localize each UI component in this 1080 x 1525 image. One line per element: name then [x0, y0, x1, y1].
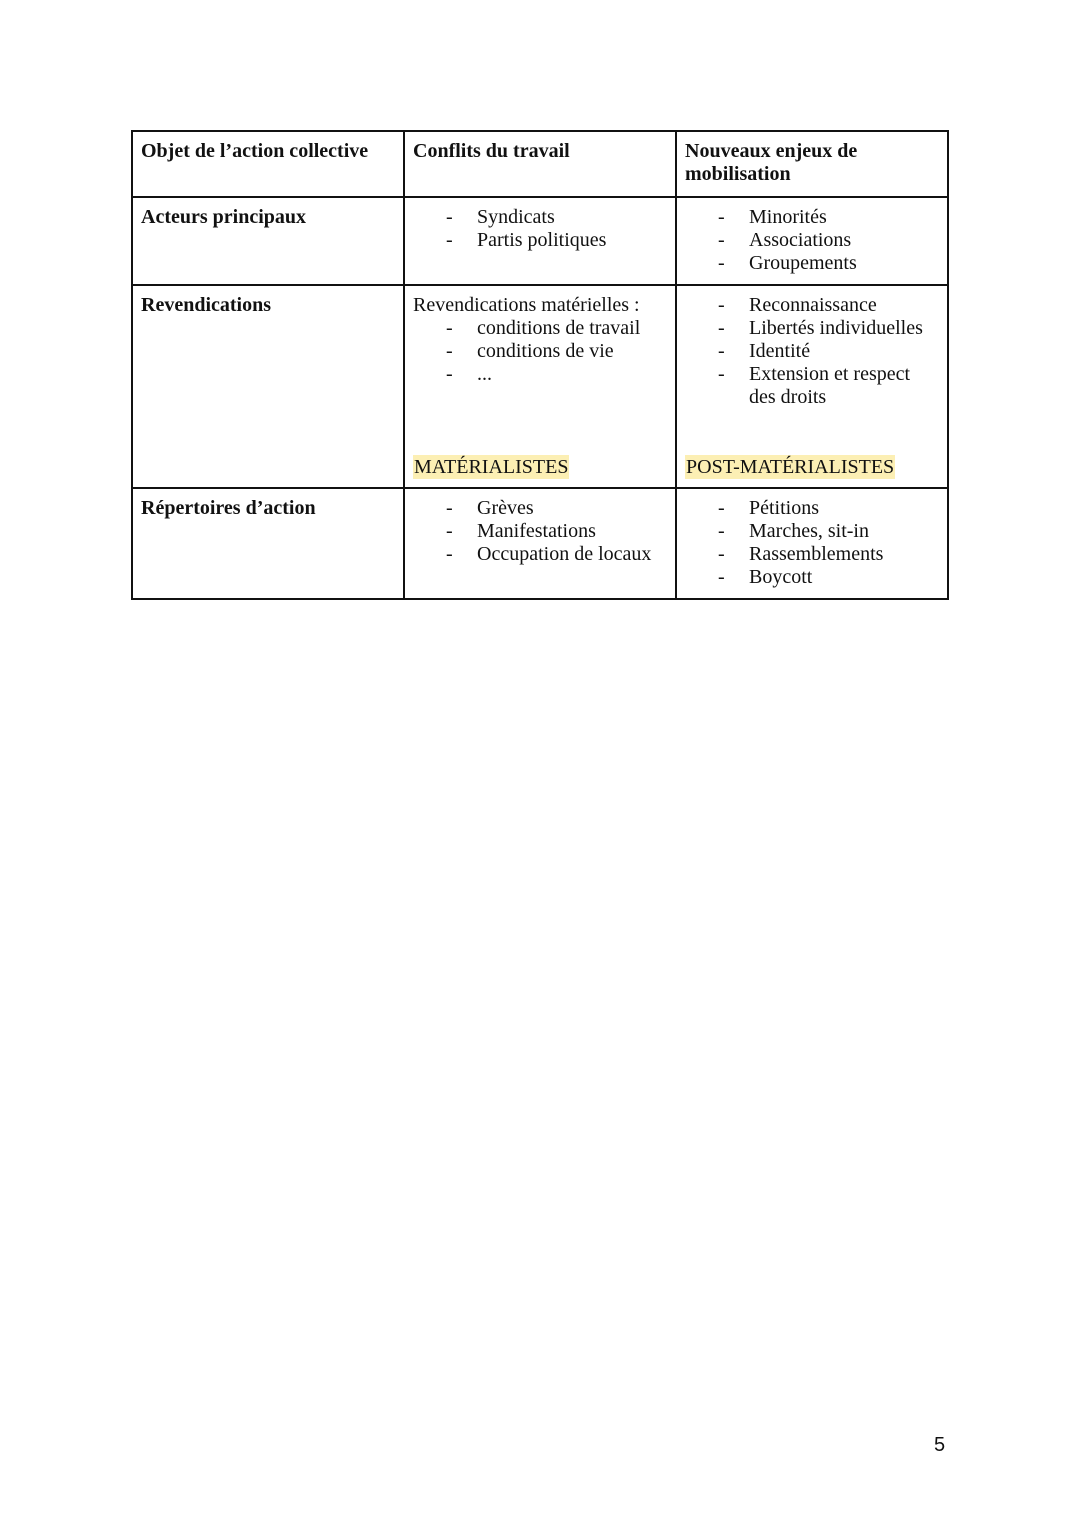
- cell-acteurs-conflits: [404, 197, 676, 285]
- list-item: - conditions de vie: [441, 340, 667, 363]
- comparison-table: [131, 130, 949, 600]
- table-row-revendications: [132, 285, 948, 488]
- list-item: - Pétitions: [713, 497, 939, 520]
- list-item: - Libertés individuelles: [713, 317, 939, 340]
- page-number: 5: [934, 1434, 946, 1456]
- list-item: - Extension et respect des droits: [713, 363, 939, 409]
- cell-repertoires-nouveaux: [676, 488, 948, 599]
- list-revendications-conflits: [413, 317, 667, 386]
- table-header-row: [132, 131, 948, 197]
- header-cell-conflits: Conflits du travail: [404, 131, 676, 197]
- cell-acteurs-nouveaux: [676, 197, 948, 285]
- list-acteurs-nouveaux: [685, 206, 939, 275]
- cell-revendications-nouveaux: [676, 285, 948, 488]
- list-item: - Grèves: [441, 497, 667, 520]
- header-cell-nouveaux-enjeux: Nouveaux enjeux de mobilisation: [676, 131, 948, 197]
- header-cell-objet: Objet de l’action collective: [132, 131, 404, 197]
- revendications-intro: Revendications matérielles :: [413, 294, 640, 316]
- list-item: - Groupements: [713, 252, 939, 275]
- list-repertoires-conflits: [413, 497, 667, 566]
- list-item: - Marches, sit-in: [713, 520, 939, 543]
- list-item: - Partis politiques: [441, 229, 667, 252]
- list-item: - Boycott: [713, 566, 939, 589]
- list-acteurs-conflits: [413, 206, 667, 252]
- list-item: - Rassemblements: [713, 543, 939, 566]
- cell-repertoires-conflits: [404, 488, 676, 599]
- highlight-materialistes: MATÉRIALISTES: [414, 456, 569, 478]
- highlight-post-materialistes: POST-MATÉRIALISTES: [686, 456, 895, 478]
- list-revendications-nouveaux: [685, 294, 939, 409]
- table-row-acteurs: [132, 197, 948, 285]
- table-row-repertoires: [132, 488, 948, 599]
- list-item: - Occupation de locaux: [441, 543, 667, 566]
- list-item: - ...: [441, 363, 667, 386]
- row-label-repertoires: Répertoires d’action: [132, 488, 404, 599]
- list-item: - Syndicats: [441, 206, 667, 229]
- list-item: - Minorités: [713, 206, 939, 229]
- list-item: - Associations: [713, 229, 939, 252]
- list-item: - conditions de travail: [441, 317, 667, 340]
- row-label-revendications: Revendications: [132, 285, 404, 488]
- list-repertoires-nouveaux: [685, 497, 939, 589]
- list-item: - Reconnaissance: [713, 294, 939, 317]
- list-item: - Manifestations: [441, 520, 667, 543]
- list-item: - Identité: [713, 340, 939, 363]
- cell-revendications-conflits: [404, 285, 676, 488]
- row-label-acteurs: Acteurs principaux: [132, 197, 404, 285]
